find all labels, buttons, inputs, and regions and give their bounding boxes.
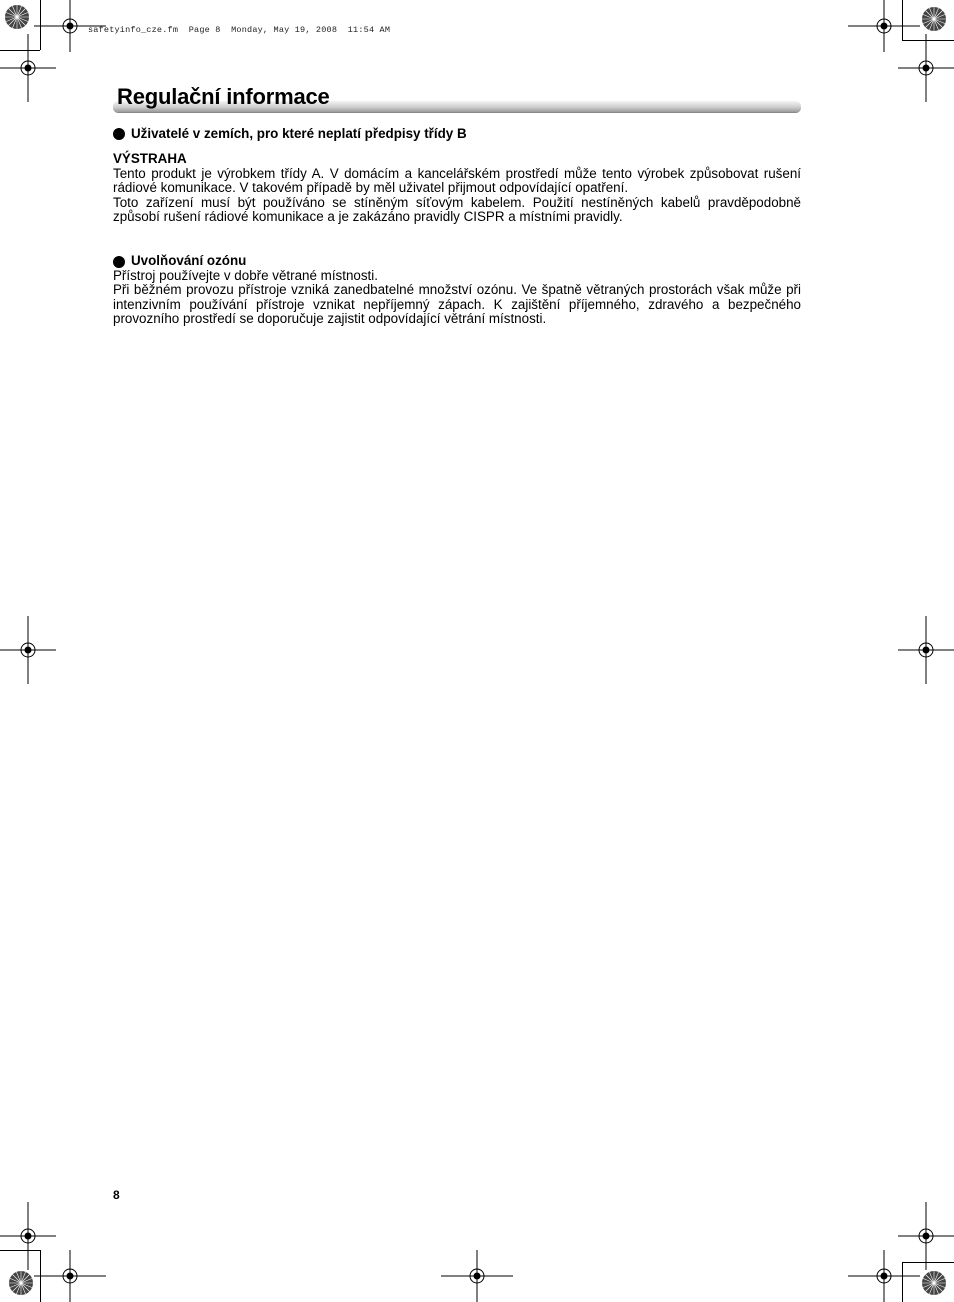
registration-mark-icon	[34, 1250, 106, 1302]
starburst-target-icon	[4, 1266, 38, 1300]
bullet-icon	[113, 256, 125, 268]
section-heading	[113, 254, 801, 268]
registration-mark-icon	[0, 616, 56, 684]
page-number: 8	[113, 1188, 120, 1202]
starburst-target-icon	[917, 1266, 951, 1300]
registration-mark-icon	[441, 1250, 513, 1302]
section-heading-text: Uvolňování ozónu	[131, 253, 247, 269]
page-title: Regulační informace	[117, 84, 330, 109]
warning-label: VÝSTRAHA	[113, 151, 187, 167]
bullet-icon	[113, 128, 125, 140]
paragraph: Při běžném provozu přístroje vzniká zanedbatelné množství ozónu. Ve špatně větraných prostorách však může při intenzivním používání přístroje vznikat nepříjemný zápach. K zajištění příjemného, zdravého a bezpečného provozního prostředí se doporučuje zajistit odpovídající větrání místnosti.	[113, 282, 801, 327]
registration-mark-icon	[898, 616, 954, 684]
title-bar	[113, 83, 801, 113]
registration-mark-icon	[898, 34, 954, 102]
registration-mark-icon	[0, 34, 56, 102]
starburst-target-icon	[917, 2, 951, 36]
starburst-target-icon	[0, 0, 34, 34]
section-heading	[113, 127, 801, 141]
paragraph: Tento produkt je výrobkem třídy A. V domácím a kancelářském prostředí může tento výrobek způsobovat rušení rádiové komunikace. V takovém případě by měl uživatel přijmout odpovídající opatření.	[113, 165, 801, 196]
paragraph: Přístroj používejte v dobře větrané místnosti.	[113, 267, 378, 283]
registration-mark-icon	[848, 1250, 920, 1302]
print-slug: safetyinfo_cze.fm Page 8 Monday, May 19, 2008 11:54 AM	[88, 25, 391, 35]
section-heading-text: Uživatelé v zemích, pro které neplatí předpisy třídy B	[131, 126, 467, 141]
paragraph: Toto zařízení musí být používáno se stíněným síťovým kabelem. Použití nestíněných kabelů pravděpodobně způsobí rušení rádiové komunikace a je zakázáno pravidly CISPR a místními pravidly.	[113, 194, 801, 225]
main-content	[113, 127, 801, 326]
